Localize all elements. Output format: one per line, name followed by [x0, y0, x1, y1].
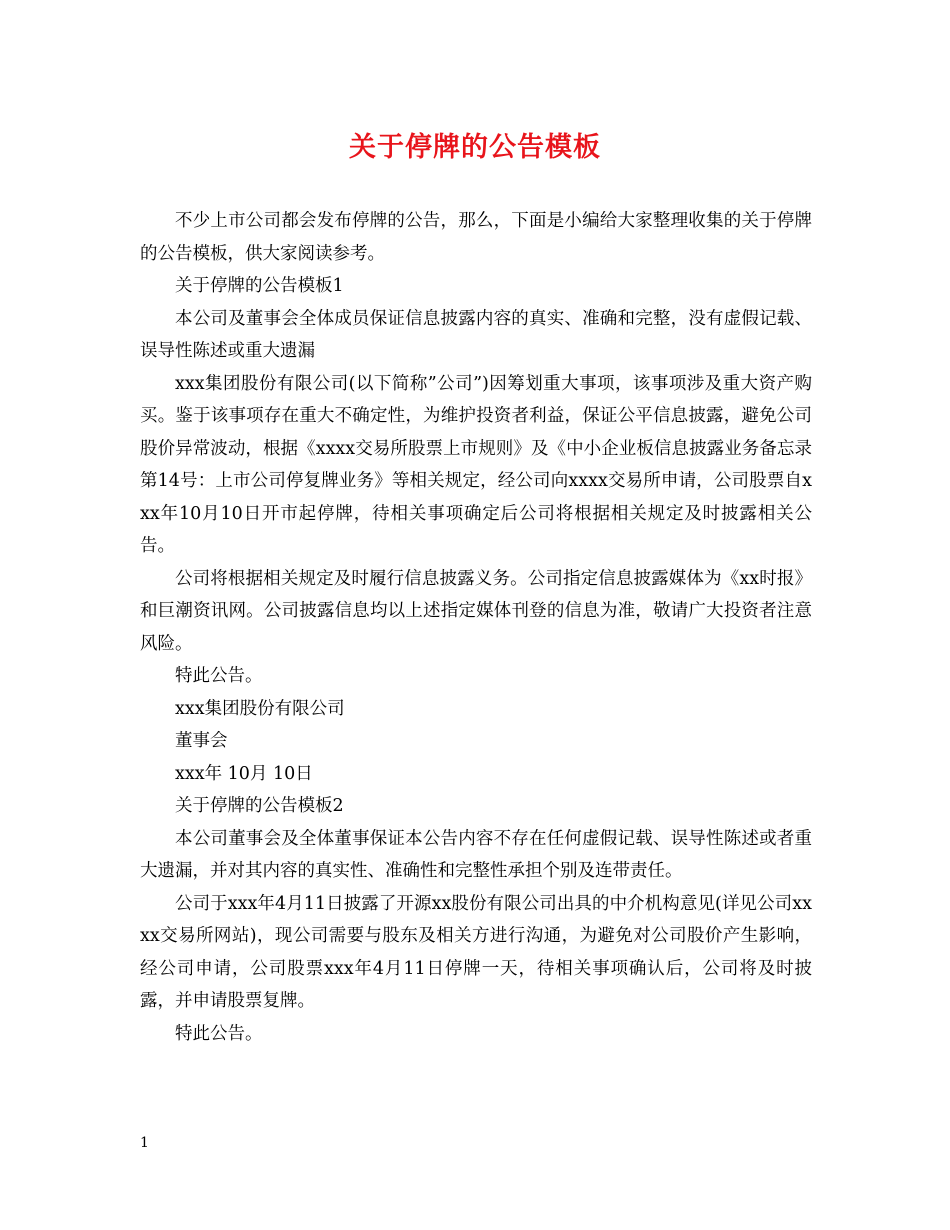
suspension-reason-paragraph: xxx集团股份有限公司(以下简称”公司”)因筹划重大事项，该事项涉及重大资产购买。鉴于该事项存在重大不确定性，为维护投资者利益，保证公平信息披露，避免公司股价异常波动，根据《xxxx交易所股票上市规则》及《中小企业板信息披露业务备忘录第14号：上市公司停复牌业务》等相关规定，经公司向xxxx交易所申请，公司股票自xxx年10月10日开市起停牌，待相关事项确定后公司将根据相关规定及时披露相关公告。: [140, 373, 812, 556]
document-body: [140, 205, 812, 1050]
disclosure-obligation-paragraph: 公司将根据相关规定及时履行信息披露义务。公司指定信息披露媒体为《xx时报》和巨潮资讯网。公司披露信息均以上述指定媒体刊登的信息为准，敬请广大投资者注意风险。: [140, 568, 812, 654]
suspension-notice-paragraph: 公司于xxx年4月11日披露了开源xx股份有限公司出具的中介机构意见(详见公司xxxx交易所网站)，现公司需要与股东及相关方进行沟通，为避免对公司股价产生影响，经公司申请，公司股票xxx年4月11日停牌一天，待相关事项确认后，公司将及时披露，并申请股票复牌。: [140, 893, 812, 1011]
signatory-board: 董事会: [175, 731, 228, 751]
signature-date: xxx年 10月 10日: [175, 763, 313, 784]
announcement-closing-2: 特此公告。: [175, 1023, 263, 1044]
announcement-closing: 特此公告。: [175, 666, 263, 686]
intro-paragraph: 不少上市公司都会发布停牌的公告，那么，下面是小编给大家整理收集的关于停牌的公告模板，供大家阅读参考。: [140, 211, 812, 264]
section-heading-template-2: 关于停牌的公告模板2: [175, 796, 344, 816]
page-number: 1: [140, 1135, 149, 1151]
board-guarantee-paragraph-2: 本公司董事会及全体董事保证本公告内容不存在任何虚假记载、误导性陈述或者重大遗漏，并对其内容的真实性、准确性和完整性承担个别及连带责任。: [140, 828, 812, 881]
document-title: 关于停牌的公告模板: [349, 132, 601, 163]
signatory-company: xxx集团股份有限公司: [175, 698, 345, 719]
section-heading-template-1: 关于停牌的公告模板1: [175, 276, 344, 296]
board-guarantee-paragraph: 本公司及董事会全体成员保证信息披露内容的真实、准确和完整，没有虚假记载、误导性陈述或重大遗漏: [140, 308, 812, 361]
